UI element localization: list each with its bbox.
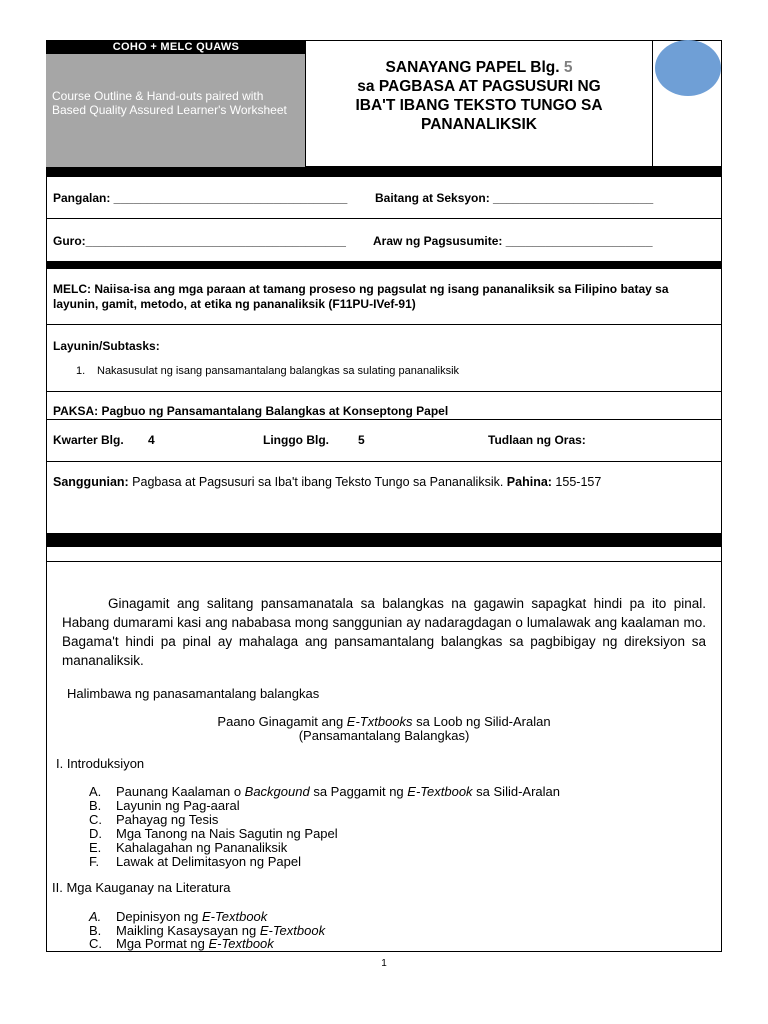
araw-field: Araw ng Pagsusumite: ______________________ <box>373 234 653 248</box>
list-marker: A. <box>89 909 102 924</box>
list-marker: C. <box>89 812 102 827</box>
list-marker: D. <box>89 826 102 841</box>
row-divider <box>46 461 722 462</box>
list-text-em: E-Textbook <box>208 936 274 951</box>
separator-bar <box>46 261 722 269</box>
list-text: Paunang Kaalaman o <box>116 784 245 799</box>
example-label: Halimbawa ng panasamantalang balangkas <box>67 686 320 701</box>
melc-text: MELC: Naiisa-isa ang mga paraan at tamang proseso ng pagsulat ng isang pananaliksik sa Filipino batay sa layunin, gamit, metodo, at etika ng pananaliksik (F11PU-IVef-91) <box>53 282 669 311</box>
list-text: Lawak at Delimitasyon ng Papel <box>116 854 301 869</box>
list-item <box>89 784 560 799</box>
title-number: 5 <box>563 59 573 76</box>
logo-circle <box>655 40 721 96</box>
pahina-label: Pahina: <box>506 475 552 489</box>
layunin-item-number: 1. <box>76 365 86 377</box>
pahina-value: 155-157 <box>551 475 602 489</box>
list-marker: F. <box>89 854 100 869</box>
paksa-text: PAKSA: Pagbuo ng Pansamantalang Balangkas at Konseptong Papel <box>53 404 449 418</box>
sanggunian-text: Pagbasa at Pagsusuri sa Iba't ibang Teksto Tungo sa Pananaliksik. <box>128 475 507 489</box>
oras-label: Tudlaan ng Oras: <box>488 433 586 447</box>
guro-field: Guro:_______________________________________ <box>53 234 346 248</box>
kwarter-label: Kwarter Blg. <box>53 433 124 447</box>
layunin-item-text: Nakasusulat ng isang pansamantalang balangkas sa sulating pananaliksik <box>97 365 460 377</box>
layunin-label: Layunin/Subtasks: <box>53 339 160 353</box>
list-item <box>89 840 287 855</box>
list-text: sa Silid-Aralan <box>472 784 560 799</box>
list-text: Maikling Kasaysayan ng <box>116 923 260 938</box>
title-line-3: IBA'T IBANG TEKSTO TUNGO SA <box>355 97 603 114</box>
title-line-4: PANANALIKSIK <box>421 116 537 133</box>
outline-subtitle: (Pansamantalang Balangkas) <box>298 728 470 743</box>
list-text: Pahayag ng Tesis <box>116 812 219 827</box>
form-fields-box <box>46 177 722 261</box>
list-marker: C. <box>89 936 102 951</box>
list-text-em: E-Textbook <box>202 909 268 924</box>
outline-title <box>46 714 722 729</box>
row-divider <box>46 324 722 325</box>
kwarter-value: 4 <box>148 433 155 447</box>
title-prefix: SANAYANG PAPEL Blg. <box>385 59 564 76</box>
list-item <box>89 826 338 841</box>
list-item <box>89 812 218 827</box>
list-marker: E. <box>89 840 102 855</box>
baitang-field: Baitang at Seksyon: ________________________ <box>375 191 654 205</box>
list-item <box>89 854 301 869</box>
list-text: sa Paggamit ng <box>309 784 408 799</box>
list-item <box>89 798 240 813</box>
page-number: 1 <box>381 958 387 969</box>
section-2-heading: II. Mga Kauganay na Literatura <box>52 880 231 895</box>
list-text: Layunin ng Pag-aaral <box>116 798 240 813</box>
separator-bar <box>46 533 722 547</box>
list-text: Mga Pormat ng <box>116 936 209 951</box>
list-marker: B. <box>89 923 102 938</box>
intro-paragraph: Ginagamit ang salitang pansamanatala sa balangkas na gagawin sapagkat hindi pa ito pinal. Habang dumarami kasi ang nababasa mong sanggunian ay nadaragdagan o lumalawak ang kaalaman mo. Bagama't hindi pa pinal ay mahalaga ang pansamantalang balangkas sa pagbibigay ng direksiyon sa mananaliksik. <box>62 596 706 668</box>
title-line-2: sa PAGBASA AT PAGSUSURI NG <box>357 78 601 95</box>
list-marker: B. <box>89 798 102 813</box>
list-text: Mga Tanong na Nais Sagutin ng Papel <box>116 826 338 841</box>
list-text-em: E-Textbook <box>407 784 473 799</box>
outline-title-post: sa Loob ng Silid-Aralan <box>412 714 551 729</box>
list-item <box>89 936 274 951</box>
linggo-label: Linggo Blg. <box>263 433 329 447</box>
worksheet-title <box>306 40 652 167</box>
pangalan-field: Pangalan: ___________________________________ <box>53 191 348 205</box>
outline-title-pre: Paano Ginagamit ang <box>217 714 347 729</box>
section-1-heading: I. Introduksiyon <box>56 756 145 771</box>
header-left-cell <box>46 40 306 167</box>
coho-description: Course Outline & Hand-outs paired with Based Quality Assured Learner's Worksheet <box>46 54 305 167</box>
coho-label: COHO + MELC QUAWS <box>46 40 306 54</box>
list-text: Kahalagahan ng Pananaliksik <box>116 840 288 855</box>
row-divider <box>46 391 722 392</box>
list-text: Depinisyon ng <box>116 909 202 924</box>
sanggunian-label: Sanggunian: <box>53 475 129 489</box>
list-item <box>89 909 267 924</box>
separator-bar <box>46 167 722 177</box>
list-text-em: Backgound <box>244 784 310 799</box>
row-divider <box>46 218 722 219</box>
linggo-value: 5 <box>358 433 365 447</box>
list-text-em: E-Textbook <box>259 923 326 938</box>
sanggunian-row <box>53 475 601 489</box>
list-marker: A. <box>89 784 102 799</box>
outline-title-em: E-Txtbooks <box>346 714 413 729</box>
spacer-box <box>46 547 722 561</box>
row-divider <box>46 419 722 420</box>
